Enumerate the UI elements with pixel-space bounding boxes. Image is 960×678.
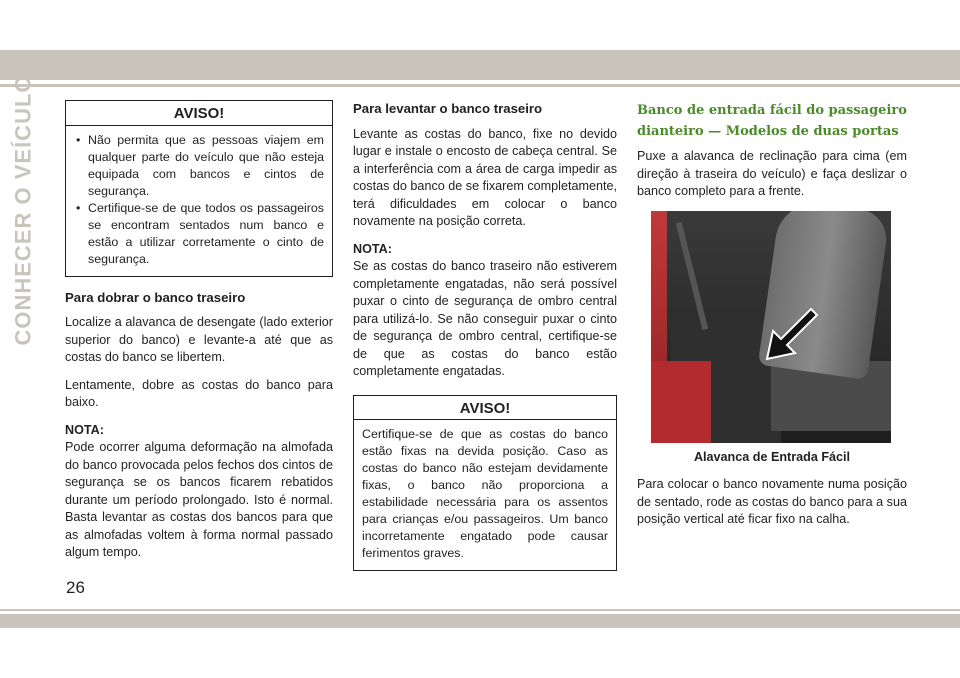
note-text: Se as costas do banco traseiro não estiverem completamente engatadas, não será possível puxar o cinto de segurança de ombro central para utilizá-lo. Se não conseguir puxar o cinto de segurança de ombro central, certifique-se de que as costas do banco estão completamente engatadas.	[353, 259, 617, 378]
column-left	[65, 100, 333, 572]
footer-band	[0, 614, 960, 628]
paragraph: Localize a alavanca de desengate (lado exterior superior do banco) e levante-a até que as costas do banco se libertem.	[65, 315, 333, 364]
warning-box	[353, 395, 617, 572]
column-right	[637, 100, 907, 539]
warning-item: • Certifique-se de que todos os passageiros se encontram sentados num banco e estão a utilizar corretamente o cinto de segurança.	[74, 200, 324, 268]
photo-door-sill	[651, 361, 711, 443]
header-band	[0, 50, 960, 80]
note-title: NOTA:	[65, 422, 104, 437]
footer-rule	[0, 609, 960, 611]
photo-caption: Alavanca de Entrada Fácil	[693, 449, 851, 464]
warning-body: Certifique-se de que as costas do banco estão fixas na devida posição. Caso as costas do banco não estejam devidamente fixas, o banco não proporciona a estabilidade necessária para os assentos para crianças e/ou passageiros. Um banco incorretamente engatado pode causar ferimentos graves.	[362, 427, 608, 560]
warning-title: AVISO!	[66, 101, 332, 126]
seat-lever-photo	[651, 211, 891, 443]
column-middle	[353, 100, 617, 583]
note-text: Pode ocorrer alguma deformação na almofada do banco provocada pelos fechos dos cintos de segurança se os bancos ficarem rebatidos durante um período prolongado. Isto é normal. Basta levantar as costas dos bancos para que as almofadas voltem à forma normal passado algum tempo.	[65, 440, 333, 559]
paragraph: Lentamente, dobre as costas do banco para baixo.	[65, 377, 333, 409]
photo-seat-belt	[676, 221, 708, 329]
section-tab	[4, 74, 44, 346]
warning-list	[74, 132, 324, 268]
warning-box	[65, 100, 333, 277]
section-heading: Para dobrar o banco traseiro	[65, 289, 246, 305]
warning-item: • Não permita que as pessoas viajem em qualquer parte do veículo que não esteja equipada com bancos e cintos de segurança.	[74, 132, 324, 200]
warning-title: AVISO!	[354, 396, 616, 421]
paragraph: Para colocar o banco novamente numa posição de sentado, rode as costas do banco para a sua posição vertical até ficar fixo na calha.	[637, 477, 907, 526]
warning-body	[66, 126, 332, 276]
section-heading: Para levantar o banco traseiro	[353, 101, 543, 116]
paragraph: Puxe a alavanca de reclinação para cima (em direção à traseira do veículo) e faça deslizar o banco completo para a frente.	[637, 149, 907, 198]
section-heading: Banco de entrada fácil do passageiro dianteiro — Modelos de duas portas	[637, 103, 907, 139]
note-title: NOTA:	[353, 241, 392, 256]
arrow-icon	[759, 305, 819, 365]
section-tab-label: CONHECER O VEÍCULO	[11, 74, 36, 346]
paragraph: Levante as costas do banco, fixe no devido lugar e instale o encosto de cabeça central. Se a interferência com a área de carga impedir as costas do banco de se fixarem completamente, terá dificuldades em colocar o banco novamente na posição correta.	[353, 126, 617, 228]
header-rule	[0, 84, 960, 87]
page-number: 26	[66, 578, 85, 597]
